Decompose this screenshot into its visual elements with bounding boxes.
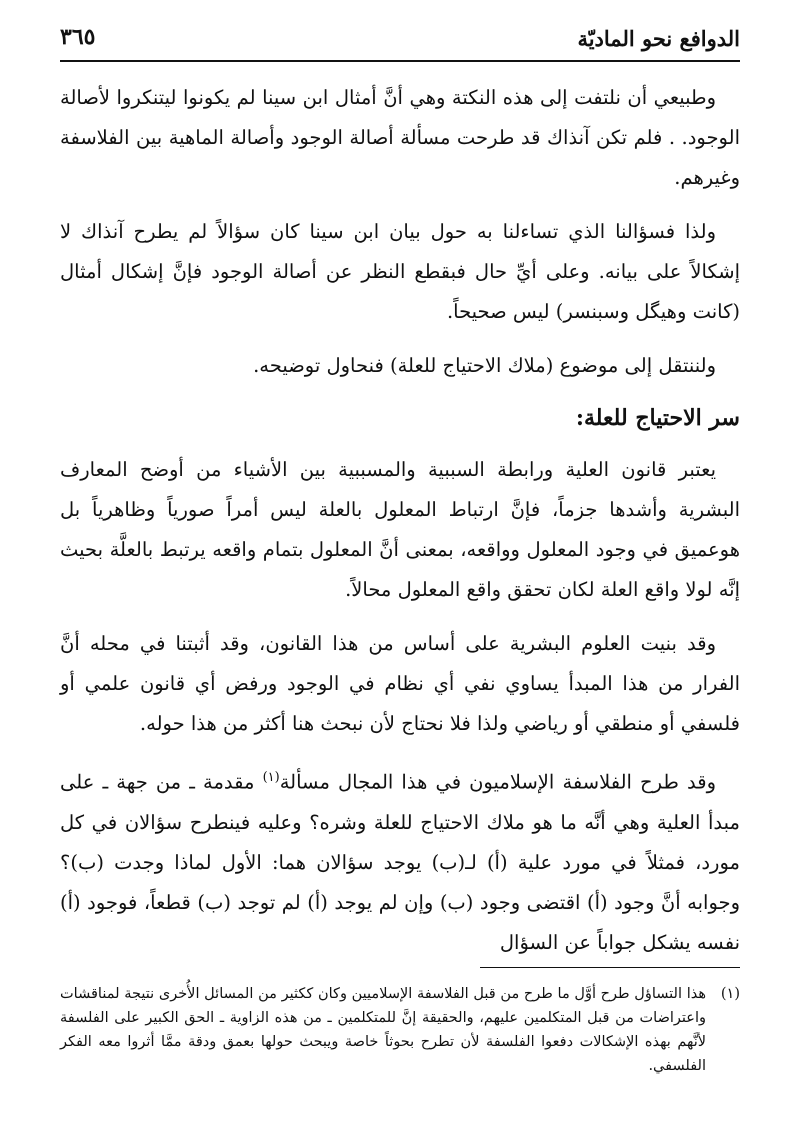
section-heading: سر الاحتياج للعلة: <box>575 405 740 431</box>
paragraph-1: وطبيعي أن نلتفت إلى هذه النكتة وهي أنَّ أمثال ابن سينا لم يكونوا ليتنكروا لأصالة الوجود. . فلم تكن آنذاك قد طرحت مسألة أصالة الوجود وأصالة الماهية بين الفلاسفة وغيرهم. <box>60 86 740 189</box>
paragraph-2: ولذا فسؤالنا الذي تساءلنا به حول بيان ابن سينا كان سؤالاً لم يطرح آنذاك لا إشكالاً على بيانه. وعلى أيِّ حال فبقطع النظر عن أصالة الوجود فإنَّ إشكال أمثال (كانت وهيگل وسبنسر) ليس صحيحاً. <box>60 220 740 323</box>
body-text <box>60 78 740 977</box>
footnote <box>60 982 740 1078</box>
paragraph-3: ولننتقل إلى موضوع (ملاك الاحتياج للعلة) فنحاول توضيحه. <box>253 354 716 377</box>
paragraph-6 <box>60 758 740 963</box>
paragraph-5: وقد بنيت العلوم البشرية على أساس من هذا القانون، وقد أثبتنا في محله أنَّ الفرار من هذا المبدأ يساوي نفي أي نظام في الوجود ورفض أي قانون علمي أو فلسفي أو منطقي أو رياضي ولذا فلا نحتاج لأن نبحث هنا أكثر من هذا حوله. <box>60 632 740 735</box>
paragraph-6-start: وقد طرح الفلاسفة الإسلاميون في هذا المجال مسألة <box>279 770 716 794</box>
book-page <box>60 22 740 1122</box>
footnote-divider <box>480 967 740 968</box>
paragraph-6-rest: مقدمة ـ من جهة ـ على مبدأ العلية وهي أنَّه ما هو ملاك الاحتياج للعلة وشره؟ وعليه فينطرح سؤالان في كل مورد، فمثلاً في مورد علية (أ) لـ(ب) يوجد سؤالان هما: الأول لماذا وجدت (ب)؟ وجوابه أنَّ وجود (أ) اقتضى وجود (ب) وإن لم يوجد (أ) لم توجد (ب) قطعاً، فوجود (أ) نفسه يشكل جواباً عن السؤال <box>60 770 740 954</box>
footnote-mark: (١) <box>720 986 740 1002</box>
footnote-reference[interactable]: (١) <box>262 770 280 785</box>
paragraph-4: يعتبر قانون العلية ورابطة السببية والمسببية بين الأشياء من أوضح المعارف البشرية وأشدها جزماً، فإنَّ ارتباط المعلول بالعلة ليس أمراً صورياً وظاهرياً بل هوعميق في وجود المعلول وواقعه، بمعنى أنَّ المعلول بتمام واقعه يرتبط بالعلَّة بحيث إنَّه لولا واقع العلة لكان تحقق واقع المعلول محالاً. <box>60 458 740 601</box>
page-number: ٣٦٥ <box>60 24 96 50</box>
running-title: الدوافع نحو الماديّة <box>577 26 740 51</box>
page-header <box>60 22 740 62</box>
footnote-text: هذا التساؤل طرح أوَّل ما طرح من قبل الفلاسفة الإسلاميين وكان ككثير من المسائل الأُخرى نتيجة لمناقشات واعتراضات من قبل المتكلمين عليهم، والحقيقة إنَّ للمتكلمين ـ من هذه الزاوية ـ الحق الكبير على الفلسفة لأنَّهم بهذه الإشكالات دفعوا الفلسفة لأن تطرح بحوثاً خاصة ويبحث حولها بعمق ودقة ممَّا أثروا معه الفكر الفلسفي. <box>60 986 706 1074</box>
